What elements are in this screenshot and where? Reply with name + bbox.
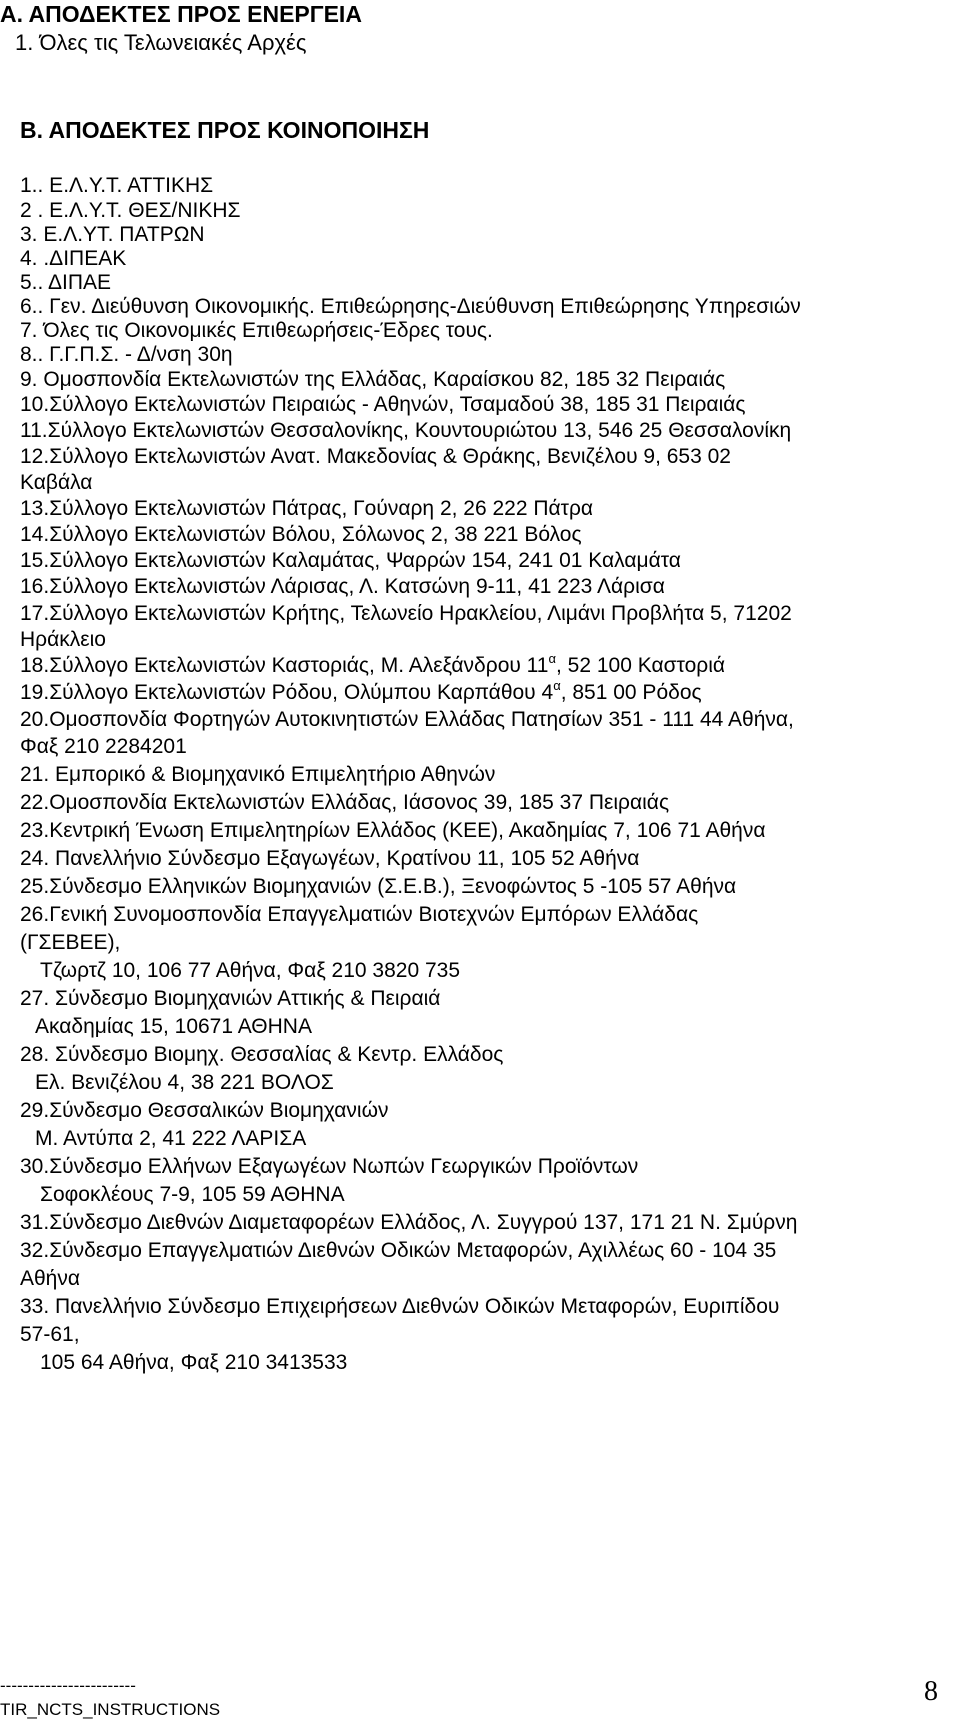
list-item: 31.Σύνδεσμο Διεθνών Διαμεταφορέων Ελλάδος, Λ. Συγγρού 137, 171 21 Ν. Σμύρνη — [20, 1211, 798, 1234]
list-item: 10.Σύλλογο Εκτελωνιστών Πειραιώς - Αθηνών, Τσαμαδού 38, 185 31 Πειραιάς — [20, 393, 746, 416]
page-number: 8 — [924, 1676, 938, 1707]
list-item: 8.. Γ.Γ.Π.Σ. - Δ/νση 30η — [20, 343, 233, 366]
list-item-continuation: Τζωρτζ 10, 106 77 Αθήνα, Φαξ 210 3820 735 — [40, 959, 461, 982]
list-item: 16.Σύλλογο Εκτελωνιστών Λάρισας, Λ. Κατσώνη 9-11, 41 223 Λάρισα — [20, 575, 665, 598]
list-item: 32.Σύνδεσμο Επαγγελματιών Διεθνών Οδικών Μεταφορών, Αχιλλέως 60 - 104 35 — [20, 1239, 777, 1262]
list-item: 30.Σύνδεσμο Ελλήνων Εξαγωγέων Νωπών Γεωργικών Προϊόντων — [20, 1155, 639, 1178]
list-item-text: , 851 00 Ρόδος — [560, 681, 702, 704]
list-item: 5.. ΔΙΠΑΕ — [20, 271, 112, 294]
list-item-continuation: 57-61, — [20, 1323, 80, 1346]
list-item-text: 19.Σύλλογο Εκτελωνιστών Ρόδου, Ολύμπου Καρπάθου 4 — [20, 681, 554, 704]
footer-document-id: TIR_NCTS_INSTRUCTIONS — [0, 1700, 221, 1719]
list-item: 33. Πανελλήνιο Σύνδεσμο Επιχειρήσεων Διεθνών Οδικών Μεταφορών, Ευριπίδου — [20, 1295, 780, 1318]
list-item: 25.Σύνδεσμο Ελληνικών Βιομηχανιών (Σ.Ε.Β.), Ξενοφώντος 5 -105 57 Αθήνα — [20, 875, 737, 898]
list-item-continuation: (ΓΣΕΒΕΕ), — [20, 931, 121, 954]
section-a-title: Α. ΑΠΟΔΕΚΤΕΣ ΠΡΟΣ ΕΝΕΡΓΕΙΑ — [0, 1, 362, 27]
list-item: 17.Σύλλογο Εκτελωνιστών Κρήτης, Τελωνείο Ηρακλείου, Λιμάνι Προβλήτα 5, 71202 — [20, 602, 792, 625]
superscript: α — [548, 651, 557, 666]
list-item: 12.Σύλλογο Εκτελωνιστών Ανατ. Μακεδονίας & Θράκης, Βενιζέλου 9, 653 02 — [20, 445, 731, 468]
list-item-continuation: Σοφοκλέους 7-9, 105 59 ΑΘΗΝΑ — [40, 1183, 345, 1206]
list-item — [20, 653, 725, 679]
list-item-continuation: Μ. Αντύπα 2, 41 222 ΛΑΡΙΣΑ — [35, 1127, 307, 1150]
list-item: 15.Σύλλογο Εκτελωνιστών Καλαμάτας, Ψαρρών 154, 241 01 Καλαμάτα — [20, 549, 681, 572]
list-item: 20.Ομοσπονδία Φορτηγών Αυτοκινητιστών Ελλάδας Πατησίων 351 - 111 44 Αθήνα, — [20, 708, 794, 731]
list-item: 27. Σύνδεσμο Βιομηχανιών Αττικής & Πειραιά — [20, 987, 441, 1010]
list-item: 28. Σύνδεσμο Βιομηχ. Θεσσαλίας & Κεντρ. Ελλάδος — [20, 1043, 504, 1066]
list-item: 2 . Ε.Λ.Υ.Τ. ΘΕΣ/ΝΙΚΗΣ — [20, 199, 241, 222]
list-item-continuation: Καβάλα — [20, 471, 93, 494]
list-item-continuation: 105 64 Αθήνα, Φαξ 210 3413533 — [40, 1351, 348, 1374]
list-item-text: 18.Σύλλογο Εκτελωνιστών Καστοριάς, Μ. Αλεξάνδρου 11 — [20, 654, 549, 677]
list-item — [20, 680, 702, 706]
list-item: 11.Σύλλογο Εκτελωνιστών Θεσσαλονίκης, Κουντουριώτου 13, 546 25 Θεσσαλονίκη — [20, 419, 792, 442]
list-item: 23.Κεντρική Ένωση Επιμελητηρίων Ελλάδος (ΚΕΕ), Ακαδημίας 7, 106 71 Αθήνα — [20, 819, 766, 842]
list-item-continuation: Φαξ 210 2284201 — [20, 735, 187, 758]
list-item: 6.. Γεν. Διεύθυνση Οικονομικής. Επιθεώρησης-Διεύθυνση Επιθεώρησης Υπηρεσιών — [20, 295, 801, 318]
list-item-continuation: Ηράκλειο — [20, 628, 106, 651]
section-b-title: Β. ΑΠΟΔΕΚΤΕΣ ΠΡΟΣ ΚΟΙΝΟΠΟΙΗΣΗ — [20, 117, 430, 143]
footer-rule: ------------------------ — [0, 1676, 136, 1695]
list-item-continuation: Ακαδημίας 15, 10671 ΑΘΗΝΑ — [35, 1015, 312, 1038]
list-item: 7. Όλες τις Οικονομικές Επιθεωρήσεις-Έδρες τους. — [20, 319, 493, 342]
section-a-item: 1. Όλες τις Τελωνειακές Αρχές — [15, 30, 307, 55]
list-item: 13.Σύλλογο Εκτελωνιστών Πάτρας, Γούναρη 2, 26 222 Πάτρα — [20, 497, 594, 520]
list-item: 24. Πανελλήνιο Σύνδεσμο Εξαγωγέων, Κρατίνου 11, 105 52 Αθήνα — [20, 847, 640, 870]
list-item-text: , 52 100 Καστοριά — [556, 654, 726, 677]
list-item: 21. Εμπορικό & Βιομηχανικό Επιμελητήριο Αθηνών — [20, 763, 496, 786]
list-item: 9. Ομοσπονδία Εκτελωνιστών της Ελλάδας, Καραίσκου 82, 185 32 Πειραιάς — [20, 368, 726, 391]
list-item: 4. .ΔΙΠΕΑΚ — [20, 247, 127, 270]
superscript: α — [553, 678, 561, 693]
list-item-continuation: Ελ. Βενιζέλου 4, 38 221 ΒΟΛΟΣ — [35, 1071, 334, 1094]
list-item-continuation: Αθήνα — [20, 1267, 81, 1290]
list-item: 26.Γενική Συνομοσπονδία Επαγγελματιών Βιοτεχνών Εμπόρων Ελλάδας — [20, 903, 699, 926]
list-item: 22.Ομοσπονδία Εκτελωνιστών Ελλάδας, Ιάσονος 39, 185 37 Πειραιάς — [20, 791, 670, 814]
list-item: 1.. Ε.Λ.Υ.Τ. ΑΤΤΙΚΗΣ — [20, 174, 214, 197]
list-item: 29.Σύνδεσμο Θεσσαλικών Βιομηχανιών — [20, 1099, 389, 1122]
list-item: 14.Σύλλογο Εκτελωνιστών Βόλου, Σόλωνος 2, 38 221 Βόλος — [20, 523, 582, 546]
list-item: 3. Ε.Λ.ΥΤ. ΠΑΤΡΩΝ — [20, 223, 205, 246]
